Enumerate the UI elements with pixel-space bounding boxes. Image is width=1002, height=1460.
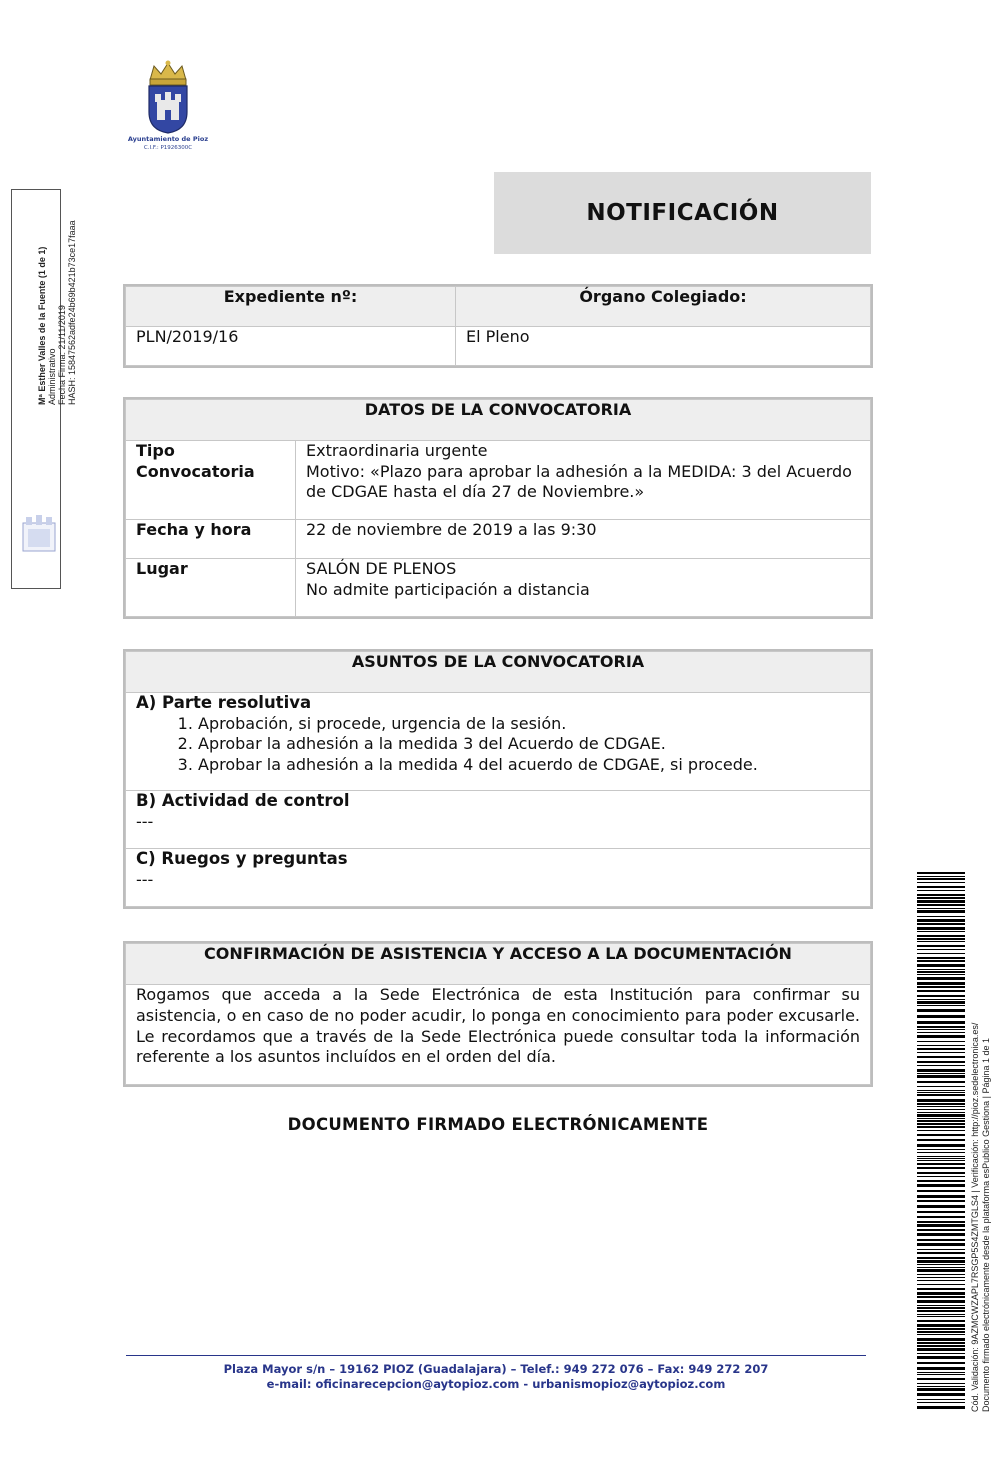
barcode-bar [917, 1180, 965, 1182]
lugar-line: SALÓN DE PLENOS [306, 559, 457, 578]
section-a-title: A) Parte resolutiva [136, 693, 312, 712]
signer-name: Mª Esther Valles de la Fuente (1 de 1) [37, 246, 47, 405]
barcode-bar [917, 1224, 965, 1227]
barcode-bar [917, 872, 965, 874]
town-name: Ayuntamiento de Pioz [127, 135, 209, 143]
barcode-bar [917, 1386, 965, 1387]
list-item: 3. Aprobar la adhesión a la medida 4 del acuerdo de CDGAE, si procede. [198, 755, 860, 776]
barcode-bar [917, 1015, 965, 1018]
signature-hash: HASH: 15847562adfe24b69b421b73ce17faaa [67, 220, 77, 405]
coat-of-arms-icon [144, 60, 192, 134]
barcode-bar [917, 900, 965, 903]
barcode-bar [917, 1316, 965, 1317]
signature-text [37, 5, 77, 405]
validation-code: Cód. Validación: 9AZMCWZAPL7RSGP5S4ZMTGLS4 | Verificación: http://pioz.sedelectronica.es/ [970, 1022, 980, 1412]
barcode-bar [917, 1149, 965, 1150]
barcode-bar [917, 1090, 965, 1091]
confirmacion-heading: CONFIRMACIÓN DE ASISTENCIA Y ACCESO A LA DOCUMENTACIÓN [126, 944, 871, 985]
barcode-bar [917, 1144, 965, 1147]
barcode-bar [917, 1342, 965, 1344]
section-b [126, 791, 871, 849]
barcode-bar [917, 977, 965, 980]
barcode-bar [917, 1372, 965, 1373]
signature-stamp [11, 189, 77, 589]
barcode-bar [917, 1134, 965, 1136]
signer-role: Administrativo [47, 348, 57, 405]
barcode-bar [917, 1307, 965, 1309]
barcode-bar [917, 986, 965, 988]
barcode-bar [917, 1061, 965, 1063]
barcode-bar [917, 960, 965, 962]
barcode-bar [917, 1103, 965, 1105]
barcode-bar [917, 1167, 965, 1169]
footer-address: Plaza Mayor s/n – 19162 PIOZ (Guadalajara) – Telef.: 949 272 076 – Fax: 949 272 207 [223, 1362, 769, 1376]
barcode-bar [917, 1041, 965, 1042]
barcode-bar [917, 1139, 965, 1141]
expediente-value: PLN/2019/16 [126, 327, 456, 366]
signed-notice: DOCUMENTO FIRMADO ELECTRÓNICAMENTE [287, 1115, 709, 1134]
barcode-bar [917, 941, 965, 942]
barcode-bar [917, 1048, 965, 1050]
barcode-bar [917, 1163, 965, 1165]
barcode-bar [917, 931, 965, 932]
barcode-bar [917, 1126, 965, 1128]
barcode-bar [917, 1338, 965, 1341]
barcode-bar [917, 935, 965, 937]
barcode-bar [917, 999, 965, 1000]
section-b-value: --- [136, 811, 154, 831]
barcode-bar [917, 1152, 965, 1153]
barcode-bar [917, 1264, 965, 1265]
barcode-bar [917, 1005, 965, 1006]
barcode-bar [917, 1195, 965, 1198]
asuntos-heading: ASUNTOS DE LA CONVOCATORIA [126, 652, 871, 693]
section-a-list [136, 714, 860, 776]
barcode-bar [917, 919, 965, 922]
barcode-bar [917, 1009, 965, 1012]
lugar-value [296, 559, 871, 617]
barcode-bar [917, 953, 965, 954]
validation-platform: Documento firmado electrónicamente desde la plataforma esPublico Gestiona | Página 1 de 1 [981, 1037, 991, 1412]
barcode-bar [917, 1075, 965, 1078]
barcode-bar [917, 1388, 965, 1391]
barcode-bar [917, 1331, 965, 1333]
validation-text [970, 852, 992, 1412]
section-c-value: --- [136, 869, 154, 889]
confirmacion-table [125, 943, 871, 1085]
barcode-bar [917, 1205, 965, 1208]
list-item: 2. Aprobar la adhesión a la medida 3 del Acuerdo de CDGAE. [198, 734, 860, 755]
barcode-bar [917, 1374, 965, 1375]
barcode-bar [917, 1383, 965, 1384]
organo-value: El Pleno [456, 327, 871, 366]
confirmacion-text: Rogamos que acceda a la Sede Electrónica de esta Institución para confirmar su asistencia, o en caso de no poder acudir, lo ponga en conocimiento para poder excusarle. Le recordamos que a través de la Sede Electrónica puede consultar toda la información referente a los asuntos incluídos en el orden del día. [126, 985, 871, 1085]
list-item: 1. Aprobación, si procede, urgencia de la sesión. [198, 714, 860, 735]
barcode-bar [917, 1032, 965, 1033]
barcode-bar [917, 886, 965, 888]
barcode-bar [917, 990, 965, 992]
barcode-bar [917, 1001, 965, 1004]
tipo-value [296, 441, 871, 520]
barcode-bar [917, 1362, 965, 1364]
barcode-bar [917, 1106, 965, 1107]
barcode-bar [917, 1328, 965, 1330]
organo-label: Órgano Colegiado: [456, 287, 871, 327]
barcode-bar [917, 1314, 965, 1315]
barcode-bar [917, 1353, 965, 1354]
motivo-line: Motivo: «Plazo para aprobar la adhesión a la MEDIDA: 3 del Acuerdo de CDGAE hasta el día 27 de Noviembre.» [306, 461, 852, 501]
barcode-bar [917, 949, 965, 950]
barcode-bar [917, 1356, 965, 1359]
barcode-bar [917, 974, 965, 975]
barcode-bar [917, 1123, 965, 1125]
barcode-bar [917, 1029, 965, 1030]
barcode-bar [917, 1021, 965, 1024]
barcode-bar [917, 1280, 965, 1281]
barcode-bar [917, 1399, 965, 1400]
barcode-bar [917, 957, 965, 959]
barcode-bar [917, 1026, 965, 1028]
barcode-bar [917, 1277, 965, 1278]
barcode-bar [917, 1069, 965, 1072]
tipo-label: Tipo Convocatoria [126, 441, 296, 520]
barcode-bar [917, 910, 965, 913]
document-title: NOTIFICACIÓN [494, 172, 871, 254]
barcode-bar [917, 882, 965, 883]
barcode-bar [917, 1305, 965, 1306]
footer-divider [126, 1355, 866, 1356]
fecha-value: 22 de noviembre de 2019 a las 9:30 [296, 520, 871, 559]
town-logo [122, 60, 214, 158]
expediente-table [125, 286, 871, 366]
barcode-bar [917, 1233, 965, 1236]
section-c [126, 849, 871, 907]
barcode-bar [917, 971, 965, 973]
barcode-bar [917, 1130, 965, 1131]
section-b-title: B) Actividad de control [136, 791, 350, 810]
barcode-bar [917, 897, 965, 899]
barcode-bar [917, 1320, 965, 1322]
barcode-bar [917, 1274, 965, 1275]
tipo-line: Extraordinaria urgente [306, 441, 488, 460]
barcode-bar [917, 1184, 965, 1187]
barcode-bar [917, 1118, 965, 1119]
barcode-bar [917, 894, 965, 896]
barcode-bar [917, 1284, 965, 1285]
barcode-bar [917, 1109, 965, 1110]
barcode-bar [917, 1260, 965, 1263]
barcode-bar [917, 1056, 965, 1058]
barcode-bar [917, 1249, 965, 1250]
barcode-bar [917, 1296, 965, 1298]
barcode-bar [917, 995, 965, 997]
barcode-bar [917, 1243, 965, 1246]
barcode-bar [917, 1176, 965, 1177]
barcode-bar [917, 945, 965, 947]
barcode-bar [917, 890, 965, 891]
barcode-bar [917, 1292, 965, 1295]
barcode-bar [917, 1092, 965, 1093]
barcode-bar [917, 1229, 965, 1231]
barcode-bar [917, 969, 965, 970]
expediente-label: Expediente nº: [126, 287, 456, 327]
barcode-bar [917, 1257, 965, 1259]
barcode-bar [917, 1402, 965, 1403]
barcode-bar [917, 1094, 965, 1096]
barcode-bar [917, 938, 965, 940]
barcode-bar [917, 876, 965, 877]
barcode-bar [917, 1081, 965, 1083]
barcode-bar [917, 1200, 965, 1202]
barcode-bar [917, 927, 965, 930]
barcode-bar [917, 1345, 965, 1347]
barcode-bar [917, 1114, 965, 1117]
barcode-bar [917, 1310, 965, 1312]
barcode-bar [917, 1288, 965, 1290]
barcode-bar [917, 1269, 965, 1272]
section-c-title: C) Ruegos y preguntas [136, 849, 348, 868]
barcode-bar [917, 1112, 965, 1113]
barcode-bar [917, 1211, 965, 1213]
barcode-bar [917, 904, 965, 906]
stamp-logo-icon [22, 515, 56, 553]
barcode-bar [917, 1065, 965, 1066]
barcode-bar [917, 1120, 965, 1122]
barcode-bar [917, 908, 965, 909]
town-cif: C.I.F.: P1926300C [143, 145, 193, 151]
barcode-bar [917, 1406, 965, 1409]
barcode-bar [917, 1073, 965, 1074]
barcode-bar [917, 1324, 965, 1327]
barcode-bar [917, 1267, 965, 1268]
signature-date: Fecha Firma: 21/11/2019 [57, 305, 67, 405]
barcode-bar [917, 878, 965, 880]
barcode-bar [917, 1216, 965, 1218]
barcode-bar [917, 916, 965, 917]
barcode-bar [917, 982, 965, 985]
barcode-bar [917, 1035, 965, 1038]
barcode-bar [917, 1190, 965, 1192]
barcode-icon [917, 872, 965, 1412]
footer-email: e-mail: oficinarecepcion@aytopioz.com - urbanismopioz@aytopioz.com [266, 1377, 726, 1391]
datos-convocatoria-table [125, 399, 871, 617]
barcode-bar [917, 1172, 965, 1174]
barcode-bar [917, 1052, 965, 1053]
barcode-bar [917, 1158, 965, 1159]
barcode-bar [917, 1160, 965, 1161]
barcode-bar [917, 1045, 965, 1046]
datos-heading: DATOS DE LA CONVOCATORIA [126, 400, 871, 441]
barcode-bar [917, 1348, 965, 1351]
barcode-bar [917, 1086, 965, 1087]
barcode-bar [917, 1334, 965, 1335]
barcode-bar [917, 1221, 965, 1223]
barcode-bar [917, 923, 965, 925]
lugar-label: Lugar [126, 559, 296, 617]
barcode-bar [917, 1378, 965, 1380]
barcode-bar [917, 1393, 965, 1396]
barcode-bar [917, 1367, 965, 1370]
barcode-bar [917, 1252, 965, 1254]
barcode-bar [917, 1099, 965, 1102]
barcode-bar [917, 964, 965, 967]
distancia-line: No admite participación a distancia [306, 579, 590, 599]
section-a [126, 693, 871, 791]
barcode-bar [917, 1300, 965, 1303]
barcode-bar [917, 1156, 965, 1157]
barcode-bar [917, 1239, 965, 1241]
fecha-label: Fecha y hora [126, 520, 296, 559]
asuntos-table [125, 651, 871, 907]
